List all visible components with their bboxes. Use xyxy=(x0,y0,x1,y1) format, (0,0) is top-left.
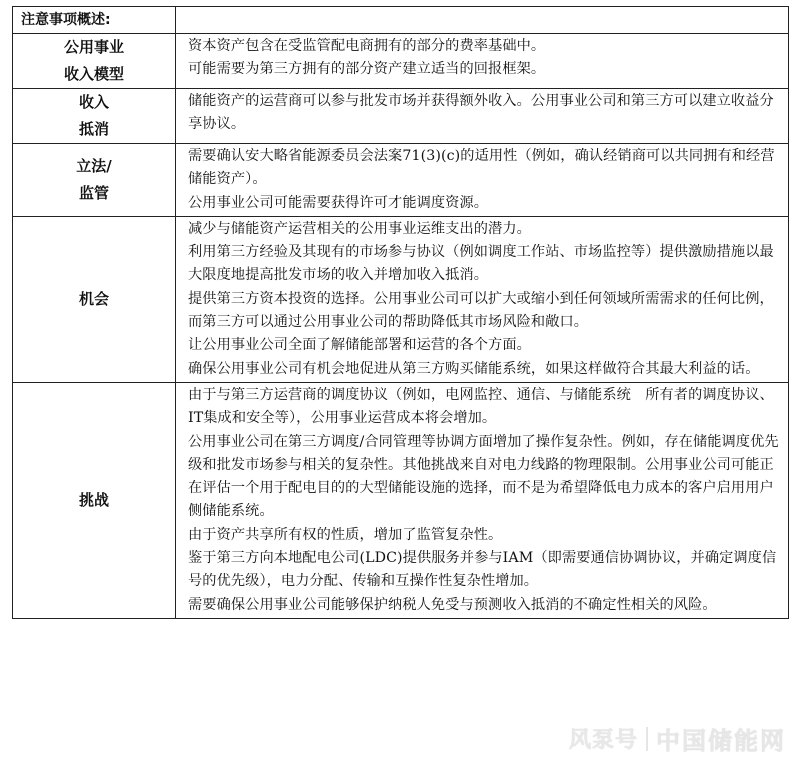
watermark-site-label: 中国储能网 xyxy=(656,727,786,755)
row-label-line: 收入 xyxy=(78,93,109,111)
watermark-divider xyxy=(646,727,648,751)
row-label-line: 公用事业 xyxy=(63,38,124,56)
row-paragraph: 确保公用事业公司有机会地促进从第三方购买储能系统，如果这样做符合其最大利益的话。 xyxy=(188,360,760,377)
row-content-revenue-model xyxy=(176,34,789,89)
row-label-challenge xyxy=(13,382,176,618)
row-content-opportunity xyxy=(176,216,789,382)
row-label-line: 抵消 xyxy=(78,120,109,138)
row-paragraph: 资本资产包含在受监管配电商拥有的部分的费率基础中。 xyxy=(188,38,546,54)
row-paragraph: 储能资产的运营商可以参与批发市场并获得额外收入。公用事业公司和第三方可以建立收益分享协议。 xyxy=(188,93,774,133)
considerations-table xyxy=(12,6,789,619)
watermark-source-label: 风泵号 xyxy=(568,728,638,753)
row-label-line: 监管 xyxy=(78,183,109,202)
row-paragraph: 让公用事业公司全面了解储能部署和运营的各个方面。 xyxy=(188,337,531,354)
table-row xyxy=(13,89,789,144)
row-paragraph: 提供第三方资本投资的选择。公用事业公司可以扩大或缩小到任何领域所需需求的任何比例，而第三方可以通过公用事业公司的帮助降低其市场风险和敞口。 xyxy=(188,290,774,331)
table-title: 注意事项概述: xyxy=(13,7,176,34)
table-row xyxy=(13,144,789,217)
watermark-logo xyxy=(569,723,638,754)
row-paragraph: 需要确认安大略省能源委员会法案71(3)(c)的适用性（例如，确认经销商可以共同拥有和经营储能资产）。 xyxy=(188,148,775,188)
row-content-legislation xyxy=(176,144,789,217)
row-label-revenue-model xyxy=(13,34,176,89)
row-paragraph: 可能需要为第三方拥有的部分资产建立适当的回报框架。 xyxy=(188,61,546,78)
row-content-revenue-offset xyxy=(176,89,789,144)
row-paragraph: 利用第三方经验及其现有的市场参与协议（例如调度工作站、市场监控等）提供激励措施以最大限度地提高批发市场的收入并增加收入抵消。 xyxy=(188,244,774,284)
row-paragraph: 减少与储能资产运营相关的公用事业运维支出的潜力。 xyxy=(188,220,531,237)
row-paragraph: 公用事业公司可能需要获得许可才能调度资源。 xyxy=(188,194,489,211)
table-row xyxy=(13,382,789,618)
row-paragraph: 由于资产共享所有权的性质，增加了监管复杂性。 xyxy=(188,526,503,543)
row-label-line: 挑战 xyxy=(78,490,109,509)
row-content-challenge xyxy=(176,382,789,618)
row-label-line: 立法/ xyxy=(76,156,112,175)
row-paragraph: 需要确保公用事业公司能够保护纳税人免受与预测收入抵消的不确定性相关的风险。 xyxy=(188,596,717,613)
row-label-line: 机会 xyxy=(78,289,109,308)
row-paragraph: 公用事业公司在第三方调度/合同管理等协调方面增加了操作复杂性。例如，存在储能调度优先级和批发市场参与相关的复杂性。其他挑战来自对电力线路的物理限制。公用事业公司可能正在评估一个用于配电目的的大型储能设施的选择，而不是为希望降低电力成本的客户启用用户侧储能系统。 xyxy=(188,433,779,520)
row-label-revenue-offset xyxy=(13,89,176,144)
table-row xyxy=(13,34,789,89)
table-header-row xyxy=(13,7,789,34)
row-paragraph: 鉴于第三方向本地配电公司(LDC)提供服务并参与IAM（即需要通信协调协议，并确定调度信号的优先级），电力分配、传输和互操作性复杂性增加。 xyxy=(188,550,777,590)
row-paragraph: 由于与第三方运营商的调度协议（例如，电网监控、通信、与储能系统 所有者的调度协议、IT集成和安全等），公用事业运营成本将会增加。 xyxy=(188,386,774,427)
row-label-line: 收入模型 xyxy=(63,65,124,83)
row-label-legislation xyxy=(13,144,176,217)
table-header-empty-cell xyxy=(176,7,789,34)
row-label-opportunity xyxy=(13,216,176,382)
table-row xyxy=(13,216,789,382)
watermark xyxy=(569,721,786,756)
